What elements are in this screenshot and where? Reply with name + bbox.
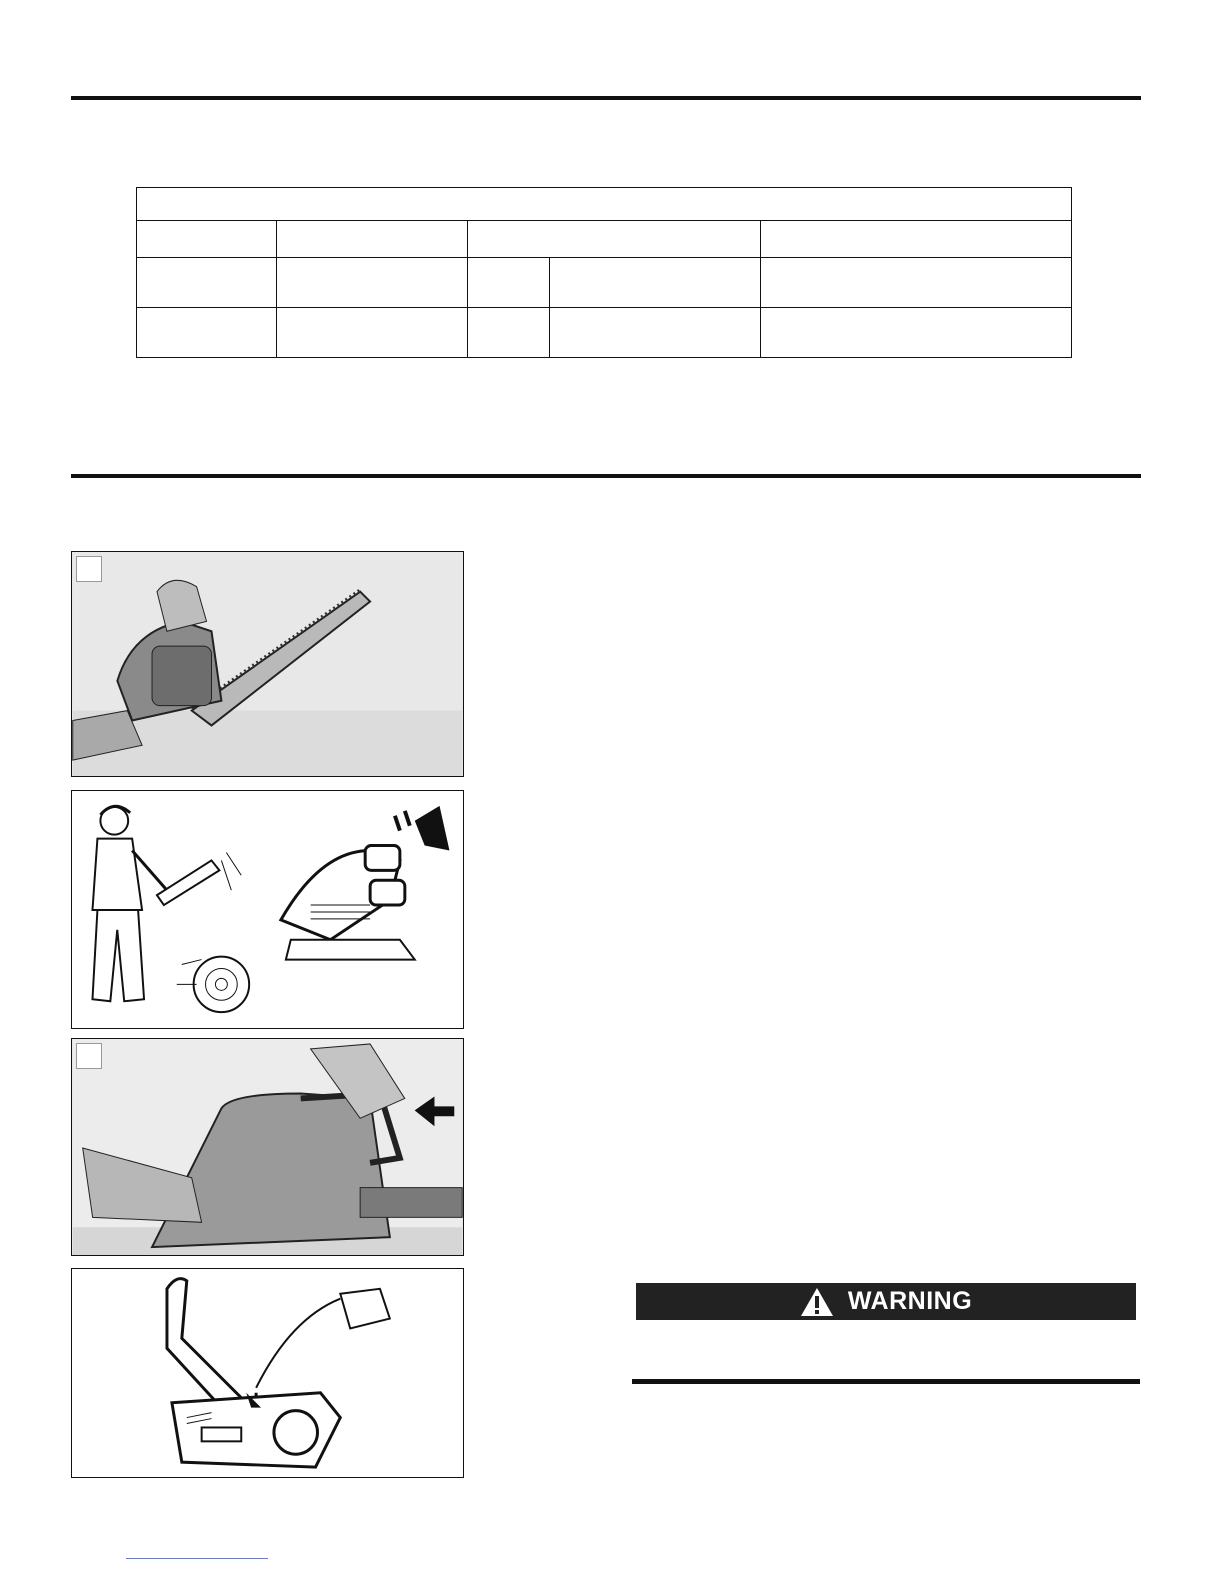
kickback-illustration-icon bbox=[72, 791, 463, 1028]
table-title-cell bbox=[137, 188, 1072, 221]
chainsaw-photo-icon bbox=[72, 552, 463, 776]
table-header-cell bbox=[468, 221, 761, 258]
warning-banner bbox=[636, 1283, 1136, 1320]
warning-label: WARNING bbox=[847, 1287, 973, 1315]
warning-triangle-icon bbox=[800, 1287, 834, 1317]
table-cell bbox=[761, 308, 1072, 358]
figure-marker bbox=[76, 1043, 102, 1069]
table-header-cell bbox=[137, 221, 277, 258]
figure-3-chain-brake-photo bbox=[71, 1038, 464, 1256]
figure-2-kickback-illustration bbox=[71, 790, 464, 1029]
table-cell bbox=[137, 258, 277, 308]
table-cell bbox=[550, 258, 761, 308]
figure-1-chainsaw-photo bbox=[71, 551, 464, 777]
oiling-illustration-icon bbox=[72, 1269, 463, 1477]
table-cell bbox=[550, 308, 761, 358]
warning-bottom-rule bbox=[632, 1379, 1140, 1384]
table-header-cell bbox=[277, 221, 468, 258]
table-header-cell bbox=[761, 221, 1072, 258]
table-cell bbox=[277, 308, 468, 358]
table-cell bbox=[277, 258, 468, 308]
footer-link-underline[interactable] bbox=[126, 1558, 268, 1559]
chain-brake-photo-icon bbox=[72, 1039, 463, 1255]
table-cell bbox=[137, 308, 277, 358]
figure-marker bbox=[76, 556, 102, 582]
table-cell bbox=[468, 308, 550, 358]
figure-4-oiling-illustration bbox=[71, 1268, 464, 1478]
middle-rule bbox=[71, 474, 1141, 478]
table-cell bbox=[761, 258, 1072, 308]
top-rule bbox=[71, 96, 1141, 100]
specification-table bbox=[136, 187, 1072, 358]
table-cell bbox=[468, 258, 550, 308]
